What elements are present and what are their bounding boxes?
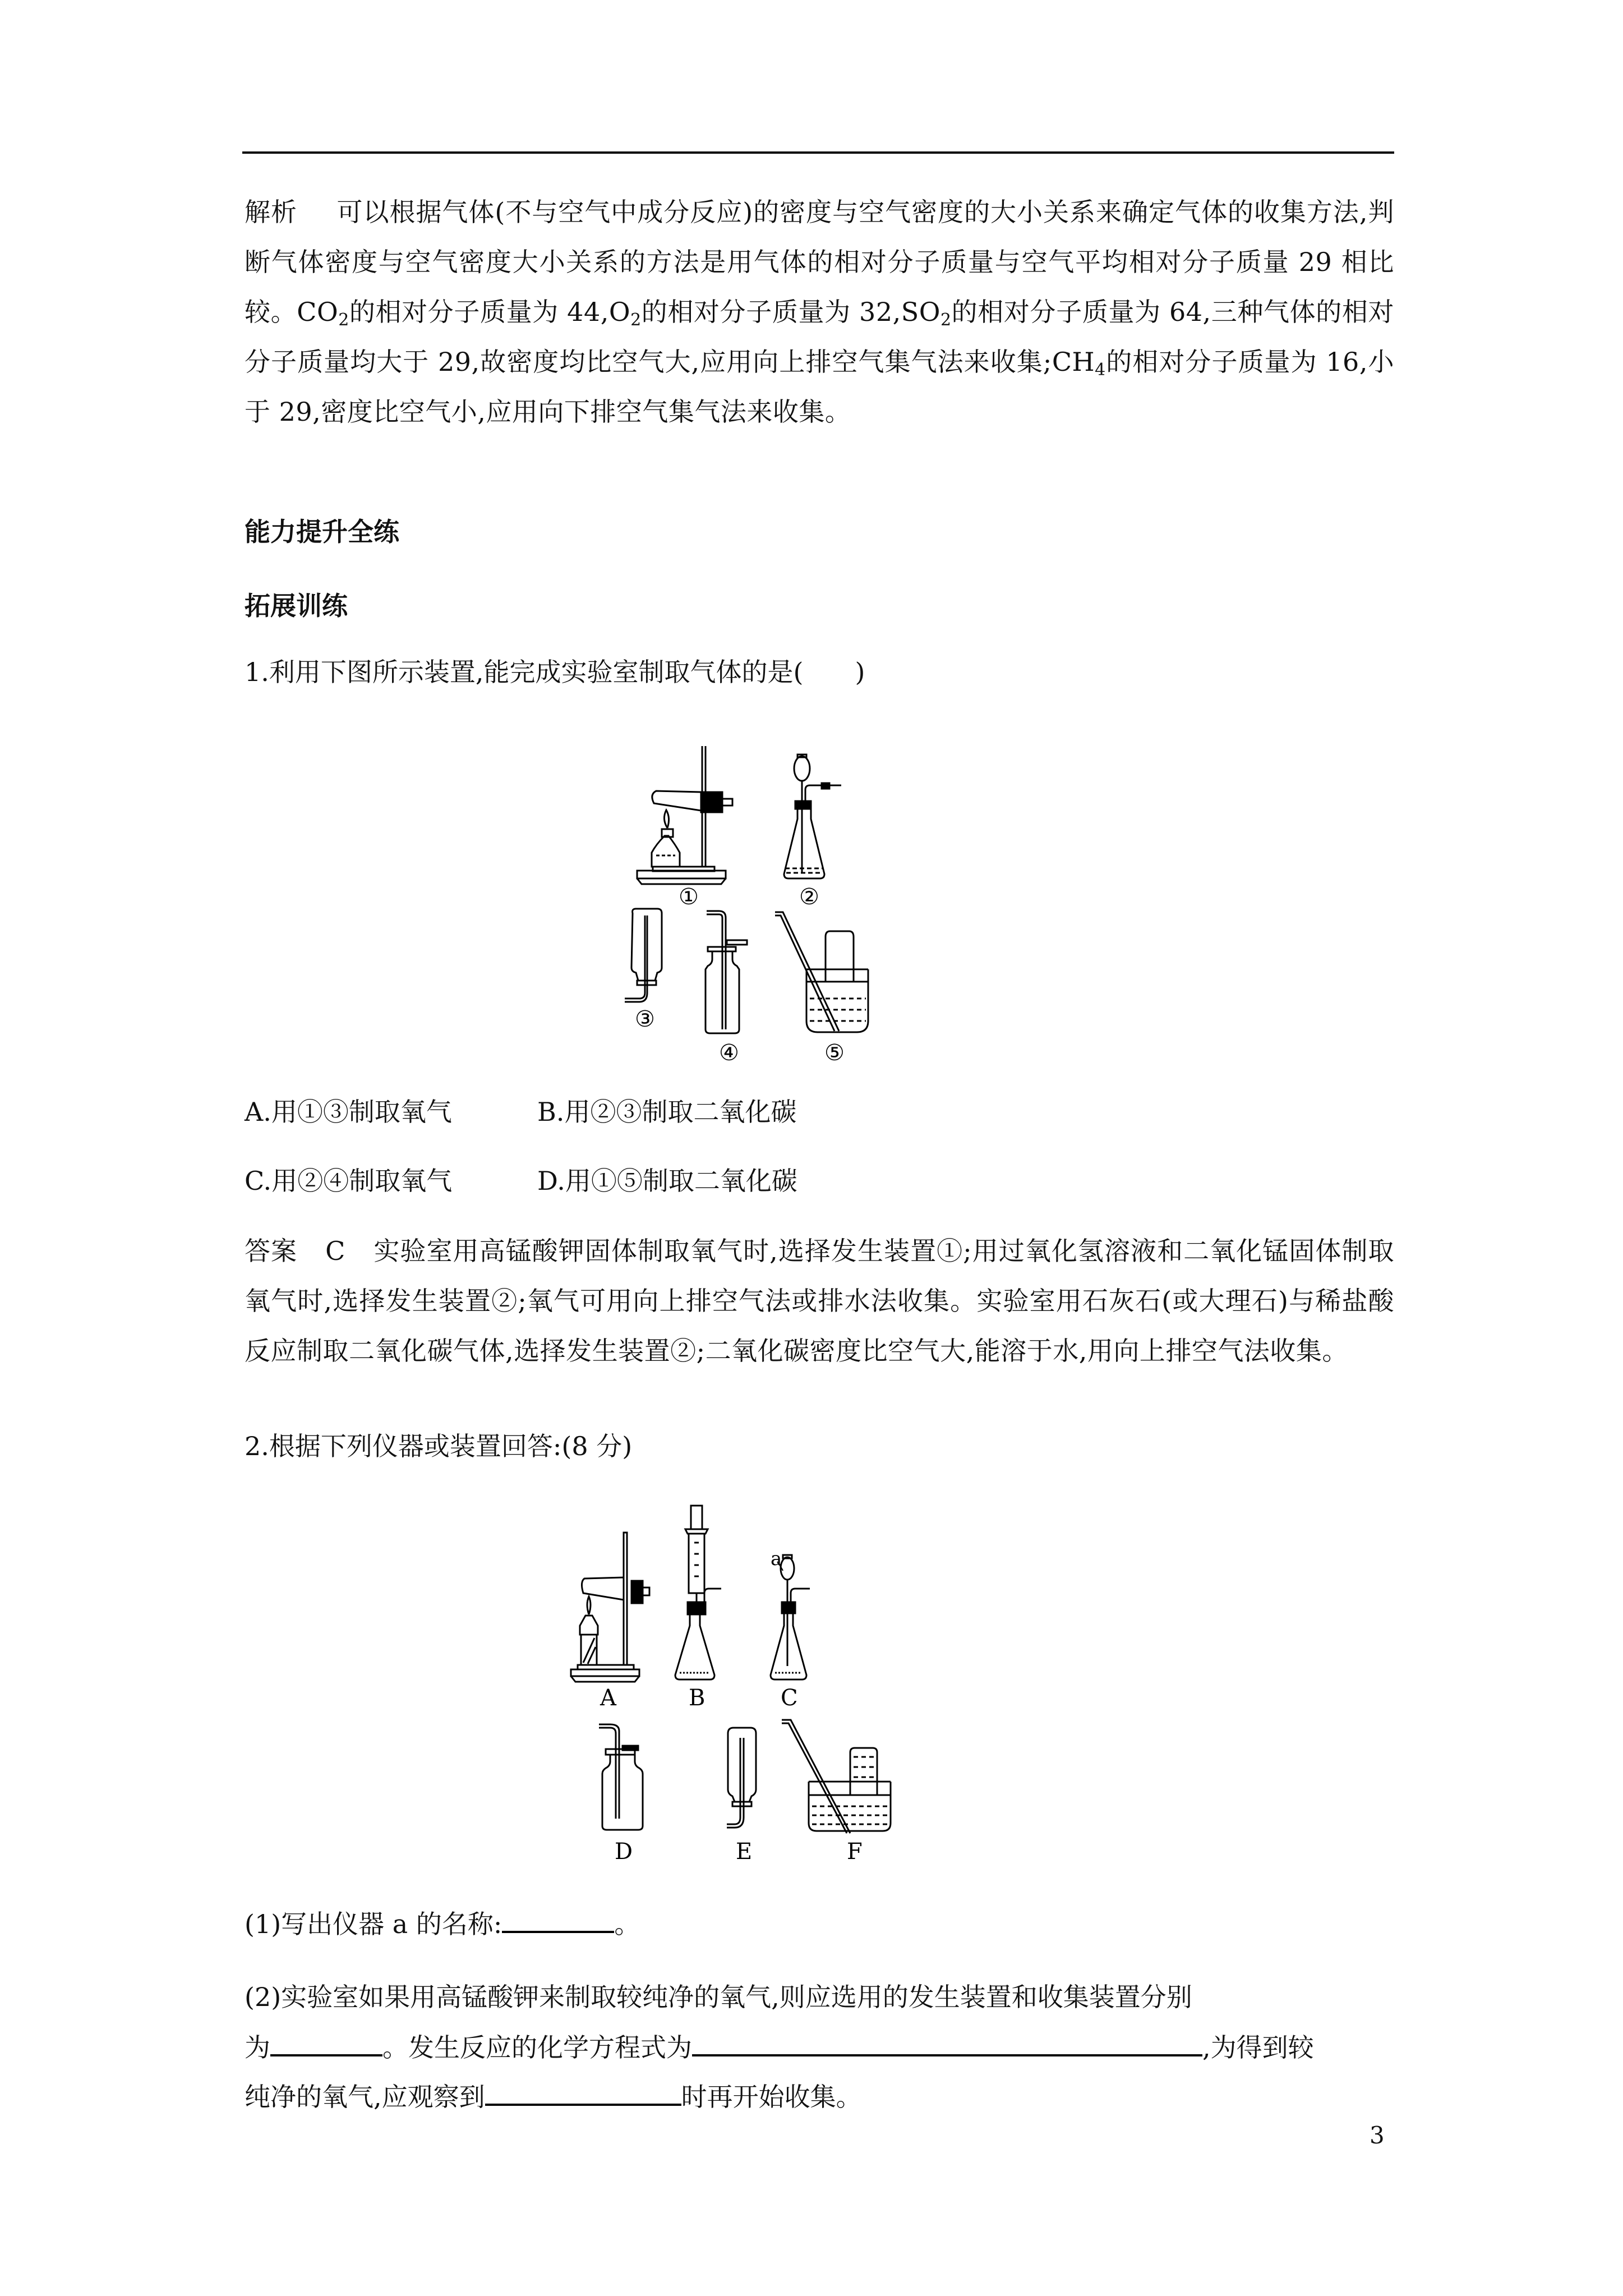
answer-label: 答案	[245, 1236, 298, 1266]
apparatus-1-heating	[637, 746, 732, 884]
answer-choice: C	[325, 1236, 345, 1266]
apparatus-5-water-trough	[775, 912, 868, 1032]
apparatus-2-flask	[784, 754, 841, 878]
figure1-label-3: ③	[635, 1006, 655, 1032]
answer-paragraph: 答案 C 实验室用高锰酸钾固体制取氧气时,选择发生装置①;用过氧化氢溶液和二氧化锰固体制取氧气时,选择发生装置②;氧气可用向上排空气法或排水法收集。实验室用石灰石(或大理石)与稀盐酸反应制取二氧化碳气体,选择发生装置②;二氧化碳密度比空气大,能溶于水,用向上排空气法收集。	[245, 1236, 1395, 1366]
section-subtitle: 拓展训练	[245, 591, 348, 621]
figure2-label-b: B	[689, 1685, 706, 1711]
question1-stem: 1.利用下图所示装置,能完成实验室制取气体的是( )	[245, 657, 865, 687]
subquestion-2-line1: (2)实验室如果用高锰酸钾来制取较纯净的氧气,则应选用的发生装置和收集装置分别	[245, 1982, 1192, 2012]
figure2-label-e: E	[736, 1839, 753, 1865]
answer-blank-apparatus[interactable]	[270, 2030, 382, 2056]
apparatus-4-gas-bottle	[706, 911, 747, 1033]
apparatus-f-water-trough	[782, 1720, 891, 1833]
page-number: 3	[1370, 2122, 1385, 2149]
question2-stem: 2.根据下列仪器或装置回答:(8 分)	[245, 1431, 633, 1461]
subquestion-1: (1)写出仪器 a 的名称: 。	[245, 1906, 640, 1941]
apparatus-3-inverted-bottle	[625, 909, 662, 1002]
answer-blank-equation[interactable]	[692, 2030, 1202, 2056]
apparatus-e-inverted-bottle	[727, 1728, 756, 1828]
figure2-label-c: C	[781, 1685, 798, 1711]
figure1-label-1: ①	[679, 884, 699, 910]
apparatus-c-funnel-flask	[771, 1548, 810, 1680]
apparatus-a-heating	[571, 1533, 649, 1682]
instrument-a-label: a	[771, 1548, 782, 1570]
analysis-paragraph: 解析 可以根据气体(不与空气中成分反应)的密度与空气密度的大小关系来确定气体的收集方法,判断气体密度与空气密度大小关系的方法是用气体的相对分子质量与空气平均相对分子质量 29 相比较。$CO_2$的相对分子质量为 $44,O_2$的相对分子质量为 $32,SO_2$的相对分子质量为 64,三种气体的相对分子质量均大于 29,故密度均比空气大,应用向上排空气集气法来收集$;CH_4$的相对分子质量为 16,小于 29,密度比空气小,应用向下排空气集气法来收集。	[245, 197, 1395, 427]
question1-figure	[617, 746, 1043, 1083]
header-rule	[242, 151, 1394, 154]
apparatus-d-gas-bottle	[599, 1724, 643, 1830]
section-title: 能力提升全练	[245, 517, 399, 547]
option-d[interactable]: D.用①⑤制取二氧化碳	[537, 1166, 797, 1196]
figure2-label-a: A	[600, 1685, 616, 1711]
option-a[interactable]: A.用①③制取氧气	[245, 1097, 452, 1127]
figure1-label-4: ④	[719, 1040, 739, 1066]
subquestion-2-line2: 为 。发生反应的化学方程式为 ,为得到较	[245, 2030, 1314, 2064]
question2-figure	[561, 1503, 1122, 1885]
answer-blank-instrument-name[interactable]	[502, 1906, 614, 1933]
analysis-label: 解析	[245, 197, 297, 227]
apparatus-b-syringe-flask	[675, 1506, 721, 1680]
answer-blank-observation[interactable]	[485, 2079, 681, 2106]
subquestion-2-line3: 纯净的氧气,应观察到 时再开始收集。	[245, 2079, 862, 2114]
figure1-label-2: ②	[799, 884, 819, 910]
option-b[interactable]: B.用②③制取二氧化碳	[537, 1097, 797, 1127]
option-c[interactable]: C.用②④制取氧气	[245, 1166, 453, 1196]
figure2-label-f: F	[847, 1839, 863, 1865]
figure2-label-d: D	[615, 1839, 633, 1865]
figure1-label-5: ⑤	[824, 1040, 845, 1066]
